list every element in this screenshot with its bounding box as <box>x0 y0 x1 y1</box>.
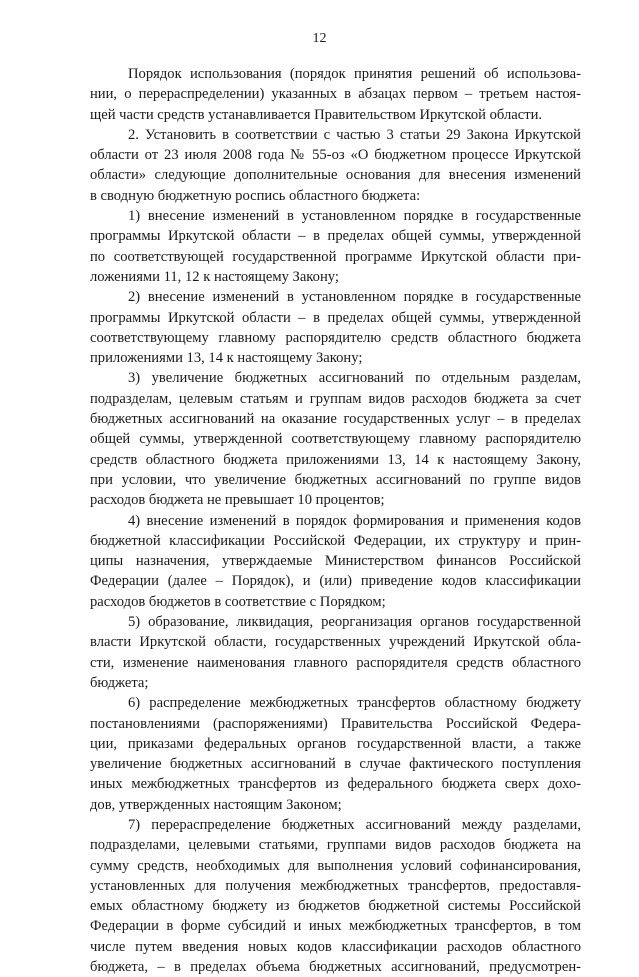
text-line: постановлениями (распоряжениями) Правительства Российской Федера- <box>90 715 581 732</box>
text-line: числе путем введения новых кодов классификации расходов областного <box>90 938 581 955</box>
text-line: 2) внесение изменений в установленном порядке в государственные <box>128 289 581 306</box>
text-line: подразделам, целевым статьям и группам видов расходов бюджета за счет <box>90 390 581 407</box>
text-line: ции, приказами федеральных органов государственной власти, а также <box>90 735 581 752</box>
text-line: 3) увеличение бюджетных ассигнований по отдельным разделам, <box>128 370 581 387</box>
text-line: дов, утвержденных настоящим Законом; <box>90 796 342 813</box>
text-line: 2. Установить в соответствии с частью 3 статьи 29 Закона Иркутской <box>128 126 581 143</box>
paragraph <box>90 368 581 510</box>
paragraph <box>90 125 581 206</box>
text-line: при условии, что увеличение бюджетных ассигнований по группе видов <box>90 471 581 488</box>
text-line: ципы назначения, утверждаемые Министерством финансов Российской <box>90 553 581 570</box>
paragraph <box>90 511 581 612</box>
text-line: подразделами, целевыми статьями, группами видов расходов бюджета на <box>90 837 581 854</box>
text-line: Порядок использования (порядок принятия решений об использова- <box>128 66 581 82</box>
text-line: емых областному бюджету из бюджетов бюджетной системы Российской <box>90 898 581 915</box>
paragraph <box>90 693 581 815</box>
text-line: 6) распределение межбюджетных трансфертов областному бюджету <box>128 695 581 712</box>
page-number: 12 <box>312 31 327 46</box>
text-line: расходов бюджетов в соответствие с Порядком; <box>90 593 386 610</box>
paragraph <box>90 64 581 125</box>
text-line: иных межбюджетных трансфертов из федерального бюджета сверх дохо- <box>90 776 581 793</box>
text-line: бюджетных ассигнований на оказание государственных услуг – в пределах <box>90 411 581 428</box>
text-line: средств областного бюджета приложениями 13, 14 к настоящему Закону, <box>90 451 581 468</box>
text-line: бюджетной классификации Российской Федерации, их структуру и прин- <box>90 532 581 549</box>
text-line: установленных для получения межбюджетных трансфертов, предоставля- <box>90 877 581 894</box>
text-line: приложениями 13, 14 к настоящему Закону; <box>90 350 363 367</box>
text-line: 5) образование, ликвидация, реорганизация органов государственной <box>128 614 581 631</box>
text-line: сти, изменение наименования главного распорядителя средств областного <box>90 654 581 671</box>
text-line: нии, о перераспределении) указанных в абзацах первом – третьем настоя- <box>90 86 581 103</box>
text-line: общей суммы, утвержденной соответствующему главному распорядителю <box>90 431 581 448</box>
text-line: власти Иркутской области, государственных учреждений Иркутской обла- <box>90 634 581 651</box>
text-line: щей части средств устанавливается Правительством Иркутской области. <box>90 106 543 123</box>
text-line: программы Иркутской области – в пределах общей суммы, утвержденной <box>90 309 581 326</box>
text-line: по соответствующей государственной программе Иркутской области при- <box>90 248 581 265</box>
text-line: 4) внесение изменений в порядок формирования и применения кодов <box>128 512 581 529</box>
text-line: области» следующие дополнительные основания для внесения изменений <box>90 167 581 184</box>
text-line: Федерации (далее – Порядок), и (или) приведение кодов классификации <box>90 573 581 590</box>
text-line: соответствующему главному распорядителю средств областного бюджета <box>90 329 581 346</box>
paragraph <box>90 612 581 693</box>
text-line: бюджета, – в пределах объема бюджетных ассигнований, предусмотрен- <box>90 959 581 976</box>
document-body <box>90 64 581 977</box>
text-line: увеличение бюджетных ассигнований в случае фактического поступления <box>90 756 581 773</box>
text-line: в сводную бюджетную роспись областного бюджета: <box>90 187 421 204</box>
text-line: сумму средств, необходимых для выполнения условий софинансирования, <box>90 857 581 874</box>
paragraph <box>90 815 581 977</box>
paragraph <box>90 287 581 368</box>
text-line: области от 23 июля 2008 года № 55-оз «О бюджетном процессе Иркутской <box>90 147 581 164</box>
text-line: Федерации в форме субсидий и иных межбюджетных трансфертов, в том <box>90 918 581 935</box>
paragraph <box>90 206 581 287</box>
text-line: программы Иркутской области – в пределах общей суммы, утвержденной <box>90 228 581 245</box>
text-line: ложениями 11, 12 к настоящему Закону; <box>90 268 339 285</box>
text-line: бюджета; <box>90 674 149 691</box>
text-line: 7) перераспределение бюджетных ассигнований между разделами, <box>128 816 581 833</box>
text-line: 1) внесение изменений в установленном порядке в государственные <box>128 208 581 225</box>
text-line: расходов бюджета не превышает 10 процентов; <box>90 492 385 509</box>
